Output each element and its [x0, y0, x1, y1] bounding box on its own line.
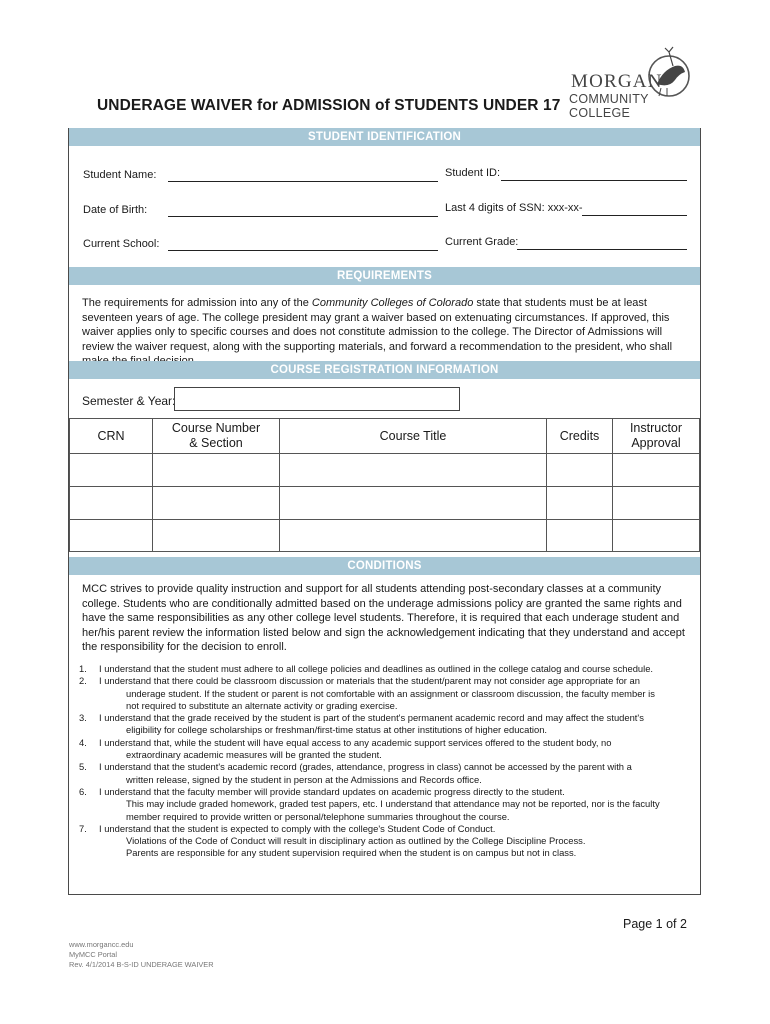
- current-school-label: Current School:: [83, 238, 160, 250]
- college-logo: [565, 44, 705, 120]
- ssn-label: Last 4 digits of SSN: xxx-xx-: [445, 202, 583, 214]
- condition-continuation: Violations of the Code of Conduct will result in disciplinary action as outlined by the College Discipline Process.: [126, 835, 586, 847]
- credits-cell[interactable]: [547, 454, 613, 487]
- logo-line2: COMMUNITY COLLEGE: [569, 92, 649, 120]
- page-number: Page 1 of 2: [623, 917, 687, 931]
- crn-cell[interactable]: [70, 454, 153, 487]
- condition-text: I understand that, while the student will have equal access to any academic support services offered to the student body, no: [99, 736, 612, 748]
- dob-field[interactable]: [168, 215, 438, 217]
- student-id-field[interactable]: [501, 179, 687, 181]
- current-grade-label: Current Grade:: [445, 236, 519, 248]
- course-table: [69, 418, 700, 552]
- course-number-header: Course Number & Section: [153, 419, 280, 454]
- condition-item: [79, 663, 699, 675]
- course-title-cell[interactable]: [280, 520, 547, 552]
- condition-continuation: underage student. If the student or parent is not comfortable with an assignment or classroom discussion, the faculty member is: [126, 687, 655, 699]
- conditions-intro: MCC strives to provide quality instruction and support for all students attending post-secondary classes at a community college. Students who are conditionally admitted based on the underage admissions policy are granted the same rights and have the same responsibilities as any other college level students. Therefore, it is required that each underage student and her/his parent review the information listed below and sign the acknowledgement indicating that they understand and accept the responsibility for the decision to enroll.: [82, 583, 685, 654]
- condition-continuation: written release, signed by the student in person at the Admissions and Records office.: [126, 773, 482, 785]
- condition-number: 3.: [79, 712, 87, 724]
- condition-number: 5.: [79, 761, 87, 773]
- ssn-field[interactable]: [582, 214, 687, 216]
- student-identification-header: STUDENT IDENTIFICATION: [69, 128, 700, 146]
- condition-text: I understand that the student is expected to comply with the college's Student Code of Conduct.: [99, 822, 496, 834]
- conditions-list: [79, 663, 699, 860]
- condition-text: I understand that the student's academic record (grades, attendance, progress in class) cannot be accessed by the parent with a: [99, 761, 632, 773]
- course-table-header-row: [70, 419, 700, 454]
- current-grade-field[interactable]: [517, 248, 687, 250]
- table-row: [70, 487, 700, 520]
- semester-input[interactable]: [174, 387, 460, 411]
- condition-item: [79, 712, 699, 737]
- course-number-cell[interactable]: [153, 454, 280, 487]
- requirements-text: The requirements for admission into any of the Community Colleges of Colorado state that students must be at least seventeen years of age. The college president may grant a waiver based on extenuating circumstances. If approved, this waiver applies only to specific courses and does not constitute admission to the college. The Director of Admissions will review the waiver request, along with the supporting materials, and forward a recommendation to the president, who shall: [82, 297, 673, 353]
- condition-number: 6.: [79, 785, 87, 797]
- semester-label: Semester & Year:: [82, 394, 176, 408]
- course-registration-header: COURSE REGISTRATION INFORMATION: [69, 361, 700, 379]
- course-title-cell[interactable]: [280, 487, 547, 520]
- student-name-label: Student Name:: [83, 169, 157, 181]
- condition-item: [79, 675, 699, 712]
- instructor-approval-header: Instructor Approval: [613, 419, 700, 454]
- student-id-label: Student ID:: [445, 167, 501, 179]
- crn-header: CRN: [70, 419, 153, 454]
- footer: [69, 940, 214, 970]
- footer-website: www.morgancc.edu: [69, 940, 134, 949]
- instructor-approval-cell[interactable]: [613, 454, 700, 487]
- condition-continuation: not required to substitute an alternate activity or grading exercise.: [126, 699, 398, 711]
- course-number-cell[interactable]: [153, 520, 280, 552]
- condition-item: [79, 823, 699, 860]
- crn-cell[interactable]: [70, 520, 153, 552]
- course-number-cell[interactable]: [153, 487, 280, 520]
- condition-number: 1.: [79, 663, 87, 674]
- condition-text: I understand that the student must adhere to all college policies and deadlines as outlined in the college catalog and course schedule.: [99, 663, 654, 674]
- table-row: [70, 520, 700, 552]
- dob-label: Date of Birth:: [83, 204, 148, 216]
- condition-continuation: member required to provide written or personal/telephone summaries throughout the course.: [126, 810, 510, 822]
- requirements-header: REQUIREMENTS: [69, 267, 700, 285]
- student-name-field[interactable]: [168, 180, 438, 182]
- condition-number: 4.: [79, 736, 87, 748]
- logo-line1: MORGAN: [571, 71, 663, 92]
- condition-item: [79, 737, 699, 762]
- form-title: UNDERAGE WAIVER for ADMISSION of STUDENTS UNDER 17: [97, 97, 561, 114]
- condition-continuation: extraordinary academic measures will be granted the student.: [126, 749, 382, 761]
- condition-item: [79, 786, 699, 823]
- footer-revision: Rev. 4/1/2014 B-S-ID UNDERAGE WAIVER: [69, 960, 214, 969]
- condition-continuation: Parents are responsible for any student supervision required when the student is on campus but not in class.: [126, 847, 577, 859]
- credits-cell[interactable]: [547, 487, 613, 520]
- footer-portal: MyMCC Portal: [69, 950, 118, 959]
- condition-number: 2.: [79, 675, 87, 687]
- crn-cell[interactable]: [70, 487, 153, 520]
- course-title-header: Course Title: [280, 419, 547, 454]
- credits-header: Credits: [547, 419, 613, 454]
- condition-text: I understand that the faculty member will provide standard updates on academic progress directly to the student.: [99, 785, 565, 797]
- instructor-approval-cell[interactable]: [613, 487, 700, 520]
- condition-continuation: eligibility for college scholarships or freshman/first-time status at other institutions of higher education.: [126, 724, 548, 736]
- condition-continuation: This may include graded homework, graded test papers, etc. I understand that attendance may not be reported, nor is the faculty: [126, 798, 660, 810]
- condition-number: 7.: [79, 822, 87, 834]
- credits-cell[interactable]: [547, 520, 613, 552]
- condition-text: I understand that the grade received by the student is part of the student's permanent academic record and may affect the student's: [99, 712, 644, 724]
- instructor-approval-cell[interactable]: [613, 520, 700, 552]
- course-title-cell[interactable]: [280, 454, 547, 487]
- current-school-field[interactable]: [168, 249, 438, 251]
- condition-text: I understand that there could be classroom discussion or materials that the student/parent may not consider age appropriate for an: [99, 675, 640, 687]
- condition-item: [79, 761, 699, 786]
- table-row: [70, 454, 700, 487]
- conditions-header: CONDITIONS: [69, 557, 700, 575]
